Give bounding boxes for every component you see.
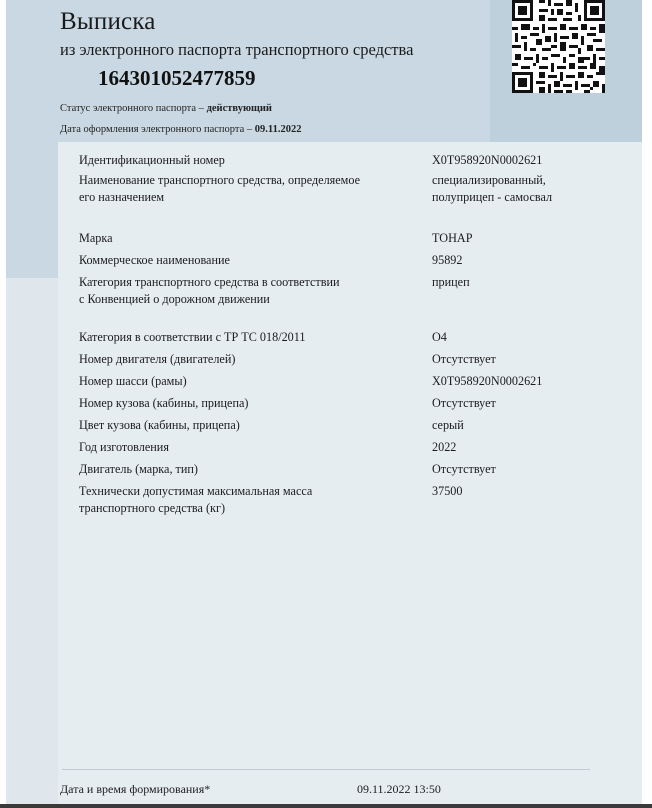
field-row xyxy=(79,269,599,329)
field-value: X0T958920N0002621 xyxy=(432,374,543,388)
page-bottom-edge xyxy=(0,804,652,808)
field-row xyxy=(79,483,599,523)
field-label: Идентификационный номер xyxy=(79,153,225,167)
status-value: действующий xyxy=(206,103,272,114)
field-row xyxy=(79,252,599,269)
passport-issue-date xyxy=(60,124,301,135)
side-band xyxy=(6,142,58,278)
field-value: O4 xyxy=(432,330,447,344)
qr-code-icon xyxy=(512,0,605,93)
field-row xyxy=(79,329,599,351)
field-label: Номер шасси (рамы) xyxy=(79,374,187,388)
field-value: 95892 xyxy=(432,253,463,267)
field-label: Цвет кузова (кабины, прицепа) xyxy=(79,418,240,432)
field-label: Категория транспортного средства в соответствии с Конвенцией о дорожном движении xyxy=(79,275,340,306)
field-label: Наименование транспортного средства, определяемое его назначением xyxy=(79,173,361,204)
field-value: специализированный, полуприцеп - самосвал xyxy=(432,173,553,204)
field-row xyxy=(79,172,599,230)
field-label: Технически допустимая максимальная масса транспортного средства (кг) xyxy=(79,484,313,515)
field-row xyxy=(79,152,599,172)
field-value: ТОНАР xyxy=(432,231,473,245)
field-label: Марка xyxy=(79,231,113,245)
field-row xyxy=(79,417,599,439)
field-label: Номер двигателя (двигателей) xyxy=(79,352,236,366)
field-value: 37500 xyxy=(432,484,463,498)
field-value: 2022 xyxy=(432,440,457,454)
footer-divider xyxy=(62,769,590,770)
field-label: Год изготовления xyxy=(79,440,169,454)
generated-at-label: Дата и время формирования* xyxy=(60,782,211,796)
field-value: Отсутствует xyxy=(432,396,496,410)
field-row xyxy=(79,351,599,373)
field-row xyxy=(79,461,599,483)
page-margin xyxy=(642,0,652,808)
field-row xyxy=(79,373,599,395)
document-title: Выписка xyxy=(60,8,156,35)
field-label: Коммерческое наименование xyxy=(79,253,230,267)
field-label: Двигатель (марка, тип) xyxy=(79,462,198,476)
document-subtitle: из электронного паспорта транспортного средства xyxy=(60,40,414,59)
field-label: Номер кузова (кабины, прицепа) xyxy=(79,396,249,410)
field-row xyxy=(79,230,599,252)
field-value: серый xyxy=(432,418,464,432)
field-value: X0T958920N0002621 xyxy=(432,153,543,167)
passport-status xyxy=(60,103,272,114)
date-value: 09.11.2022 xyxy=(254,124,302,135)
field-row xyxy=(79,439,599,461)
field-label: Категория в соответствии с ТР ТС 018/2011 xyxy=(79,330,306,344)
field-value: Отсутствует xyxy=(432,462,496,476)
field-row xyxy=(79,395,599,417)
field-value: Отсутствует xyxy=(432,352,496,366)
date-label: Дата оформления электронного паспорта – xyxy=(60,124,255,135)
passport-fields xyxy=(79,152,599,523)
passport-number: 164301052477859 xyxy=(98,66,256,90)
status-label: Статус электронного паспорта – xyxy=(60,103,207,114)
field-value: прицеп xyxy=(432,275,470,289)
generated-at-value: 09.11.2022 13:50 xyxy=(357,782,441,796)
